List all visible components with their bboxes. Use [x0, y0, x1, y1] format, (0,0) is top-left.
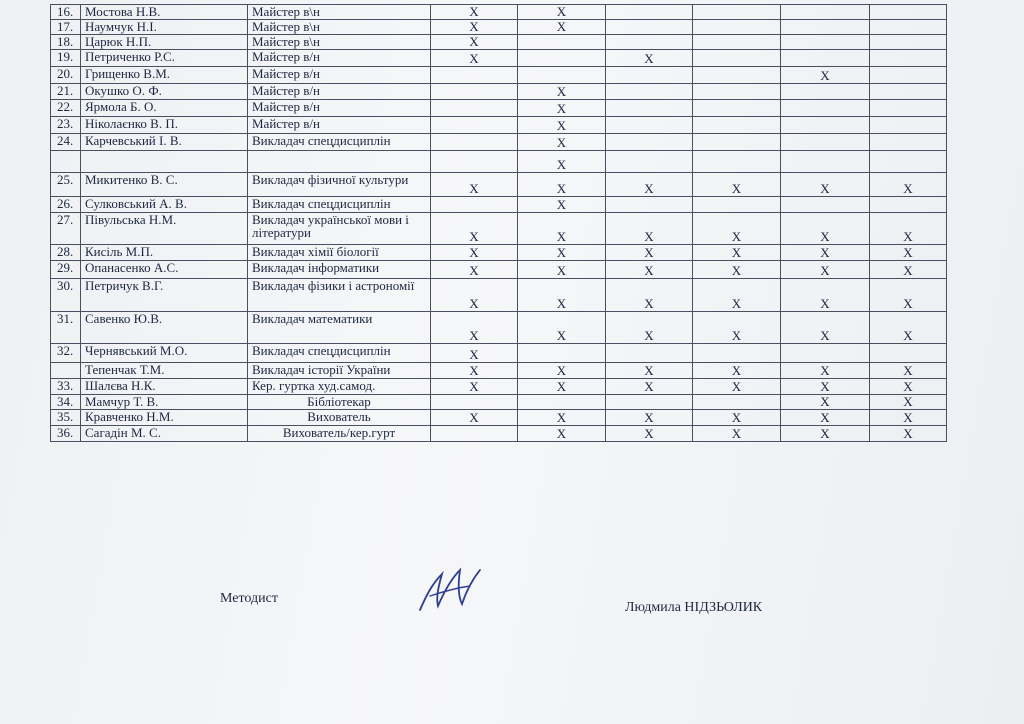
participation-mark — [431, 84, 518, 100]
participation-mark: X — [431, 312, 518, 344]
staff-name — [81, 151, 248, 173]
staff-position: Майстер в/н — [248, 117, 431, 134]
staff-table — [50, 4, 947, 442]
participation-mark — [606, 395, 693, 410]
footer-title: Методист — [220, 591, 278, 606]
row-number: 31. — [51, 312, 81, 344]
participation-mark: X — [518, 426, 606, 442]
staff-name: Карчевський І. В. — [81, 134, 248, 151]
participation-mark — [870, 20, 947, 35]
participation-mark — [606, 134, 693, 151]
participation-mark: X — [693, 279, 781, 312]
participation-mark — [518, 67, 606, 84]
participation-mark — [781, 151, 870, 173]
row-number: 18. — [51, 35, 81, 50]
staff-position: Кер. гуртка худ.самод. — [248, 379, 431, 395]
row-number: 23. — [51, 117, 81, 134]
participation-mark — [693, 67, 781, 84]
staff-position: Майстер в\н — [248, 35, 431, 50]
participation-mark — [870, 35, 947, 50]
staff-position: Майстер в\н — [248, 5, 431, 20]
participation-mark — [431, 67, 518, 84]
staff-position — [248, 151, 431, 173]
participation-mark: X — [431, 213, 518, 245]
row-number: 29. — [51, 261, 81, 279]
participation-mark — [693, 134, 781, 151]
participation-mark: X — [693, 312, 781, 344]
participation-mark: X — [870, 213, 947, 245]
participation-mark — [431, 426, 518, 442]
staff-name: Царюк Н.П. — [81, 35, 248, 50]
table-row — [51, 151, 947, 173]
staff-position: Викладач хімії біології — [248, 245, 431, 261]
participation-mark: X — [606, 261, 693, 279]
table-row — [51, 84, 947, 100]
participation-mark: X — [518, 245, 606, 261]
participation-mark — [606, 151, 693, 173]
row-number: 26. — [51, 197, 81, 213]
participation-mark: X — [431, 344, 518, 363]
participation-mark: X — [431, 35, 518, 50]
participation-mark: X — [518, 134, 606, 151]
table-row — [51, 50, 947, 67]
participation-mark: X — [431, 261, 518, 279]
participation-mark: X — [606, 410, 693, 426]
staff-position: Викладач української мови і літератури — [248, 213, 431, 245]
participation-mark — [781, 5, 870, 20]
table-row — [51, 20, 947, 35]
participation-mark — [870, 5, 947, 20]
participation-mark — [870, 84, 947, 100]
participation-mark: X — [606, 50, 693, 67]
participation-mark: X — [518, 173, 606, 197]
participation-mark — [606, 35, 693, 50]
participation-mark — [870, 117, 947, 134]
row-number — [51, 363, 81, 379]
participation-mark — [606, 100, 693, 117]
staff-position: Вихователь — [248, 410, 431, 426]
participation-mark — [693, 5, 781, 20]
participation-mark: X — [606, 245, 693, 261]
table-row — [51, 279, 947, 312]
table-row — [51, 5, 947, 20]
participation-mark — [606, 84, 693, 100]
table-row — [51, 426, 947, 442]
participation-mark: X — [518, 151, 606, 173]
staff-position: Викладач інформатики — [248, 261, 431, 279]
table-row — [51, 395, 947, 410]
staff-position: Майстер в/н — [248, 100, 431, 117]
staff-name: Наумчук Н.І. — [81, 20, 248, 35]
participation-mark — [870, 100, 947, 117]
participation-mark — [781, 20, 870, 35]
participation-mark — [781, 50, 870, 67]
participation-mark: X — [518, 84, 606, 100]
participation-mark: X — [431, 173, 518, 197]
participation-mark: X — [518, 261, 606, 279]
participation-mark: X — [693, 261, 781, 279]
staff-name: Чернявський М.О. — [81, 344, 248, 363]
participation-mark: X — [606, 213, 693, 245]
table-row — [51, 35, 947, 50]
participation-mark — [781, 197, 870, 213]
row-number: 22. — [51, 100, 81, 117]
staff-position: Вихователь/кер.гурт — [248, 426, 431, 442]
participation-mark — [606, 117, 693, 134]
participation-mark — [781, 100, 870, 117]
participation-mark: X — [606, 426, 693, 442]
participation-mark: X — [870, 245, 947, 261]
staff-position: Майстер в/н — [248, 67, 431, 84]
participation-mark: X — [693, 173, 781, 197]
table-row — [51, 117, 947, 134]
footer-signatory-name: Людмила НІДЗЬОЛИК — [625, 600, 763, 615]
participation-mark: X — [781, 395, 870, 410]
participation-mark — [606, 20, 693, 35]
participation-mark: X — [693, 213, 781, 245]
participation-mark: X — [781, 173, 870, 197]
row-number: 35. — [51, 410, 81, 426]
row-number: 36. — [51, 426, 81, 442]
participation-mark — [431, 117, 518, 134]
participation-mark — [693, 117, 781, 134]
participation-mark: X — [781, 312, 870, 344]
participation-mark: X — [518, 312, 606, 344]
participation-mark — [518, 35, 606, 50]
staff-name: Півульська Н.М. — [81, 213, 248, 245]
participation-mark: X — [431, 20, 518, 35]
participation-mark — [693, 50, 781, 67]
staff-position: Викладач фізики і астрономії — [248, 279, 431, 312]
participation-mark: X — [606, 279, 693, 312]
staff-name: Ярмола Б. О. — [81, 100, 248, 117]
staff-name: Шалєва Н.К. — [81, 379, 248, 395]
participation-mark — [693, 100, 781, 117]
row-number: 32. — [51, 344, 81, 363]
participation-mark: X — [870, 363, 947, 379]
participation-mark: X — [431, 363, 518, 379]
participation-mark: X — [693, 410, 781, 426]
participation-mark — [870, 50, 947, 67]
participation-mark: X — [693, 426, 781, 442]
participation-mark — [870, 151, 947, 173]
participation-mark — [431, 395, 518, 410]
row-number: 34. — [51, 395, 81, 410]
table-row — [51, 245, 947, 261]
participation-mark — [781, 344, 870, 363]
participation-mark — [781, 35, 870, 50]
participation-mark — [606, 197, 693, 213]
participation-mark — [431, 151, 518, 173]
table-row — [51, 173, 947, 197]
staff-name: Мамчур Т. В. — [81, 395, 248, 410]
participation-mark: X — [518, 363, 606, 379]
participation-mark — [870, 344, 947, 363]
staff-table-body — [51, 5, 947, 442]
participation-mark: X — [431, 279, 518, 312]
participation-mark — [870, 197, 947, 213]
participation-mark: X — [870, 410, 947, 426]
participation-mark — [518, 50, 606, 67]
row-number: 24. — [51, 134, 81, 151]
staff-name: Грищенко В.М. — [81, 67, 248, 84]
participation-mark: X — [693, 363, 781, 379]
staff-position: Викладач історії України — [248, 363, 431, 379]
participation-mark: X — [693, 379, 781, 395]
staff-name: Окушко О. Ф. — [81, 84, 248, 100]
participation-mark — [870, 67, 947, 84]
participation-mark: X — [518, 117, 606, 134]
participation-mark: X — [518, 197, 606, 213]
staff-position: Майстер в\н — [248, 20, 431, 35]
participation-mark — [431, 100, 518, 117]
participation-mark: X — [606, 363, 693, 379]
participation-mark — [781, 117, 870, 134]
participation-mark: X — [781, 363, 870, 379]
participation-mark — [693, 20, 781, 35]
participation-mark — [606, 344, 693, 363]
table-row — [51, 363, 947, 379]
participation-mark — [870, 134, 947, 151]
table-row — [51, 134, 947, 151]
table-row — [51, 67, 947, 84]
participation-mark: X — [693, 245, 781, 261]
table-row — [51, 312, 947, 344]
participation-mark: X — [431, 379, 518, 395]
row-number: 27. — [51, 213, 81, 245]
staff-name: Кравченко Н.М. — [81, 410, 248, 426]
participation-mark — [606, 5, 693, 20]
participation-mark — [781, 84, 870, 100]
staff-name: Петричук В.Г. — [81, 279, 248, 312]
row-number — [51, 151, 81, 173]
table-row — [51, 213, 947, 245]
participation-mark: X — [606, 312, 693, 344]
row-number: 33. — [51, 379, 81, 395]
participation-mark: X — [781, 261, 870, 279]
row-number: 17. — [51, 20, 81, 35]
participation-mark — [693, 84, 781, 100]
participation-mark: X — [781, 426, 870, 442]
participation-mark: X — [781, 213, 870, 245]
participation-mark: X — [431, 5, 518, 20]
staff-position: Викладач спецдисциплін — [248, 197, 431, 213]
staff-position: Бібліотекар — [248, 395, 431, 410]
table-row — [51, 379, 947, 395]
row-number: 20. — [51, 67, 81, 84]
participation-mark: X — [518, 213, 606, 245]
participation-mark: X — [870, 379, 947, 395]
participation-mark: X — [781, 279, 870, 312]
staff-position: Майстер в/н — [248, 50, 431, 67]
participation-mark: X — [870, 261, 947, 279]
table-row — [51, 100, 947, 117]
participation-mark — [781, 134, 870, 151]
participation-mark: X — [518, 5, 606, 20]
staff-position: Викладач спецдисциплін — [248, 134, 431, 151]
table-row — [51, 261, 947, 279]
table-row — [51, 410, 947, 426]
participation-mark — [693, 197, 781, 213]
staff-name: Ніколаєнко В. П. — [81, 117, 248, 134]
participation-mark: X — [518, 379, 606, 395]
row-number: 19. — [51, 50, 81, 67]
participation-mark: X — [781, 67, 870, 84]
staff-name: Савенко Ю.В. — [81, 312, 248, 344]
participation-mark — [693, 151, 781, 173]
participation-mark: X — [781, 379, 870, 395]
participation-mark — [693, 344, 781, 363]
participation-mark: X — [606, 173, 693, 197]
participation-mark: X — [518, 100, 606, 117]
staff-name: Сулковський А. В. — [81, 197, 248, 213]
participation-mark: X — [431, 50, 518, 67]
participation-mark: X — [781, 245, 870, 261]
participation-mark — [518, 344, 606, 363]
row-number: 21. — [51, 84, 81, 100]
participation-mark: X — [870, 395, 947, 410]
row-number: 30. — [51, 279, 81, 312]
staff-name: Опанасенко А.С. — [81, 261, 248, 279]
participation-mark: X — [870, 173, 947, 197]
participation-mark — [431, 197, 518, 213]
staff-name: Петриченко Р.С. — [81, 50, 248, 67]
participation-mark: X — [870, 312, 947, 344]
participation-mark: X — [518, 410, 606, 426]
staff-position: Викладач математики — [248, 312, 431, 344]
participation-mark — [431, 134, 518, 151]
participation-mark: X — [518, 20, 606, 35]
participation-mark: X — [870, 426, 947, 442]
staff-name: Тепенчак Т.М. — [81, 363, 248, 379]
participation-mark — [693, 395, 781, 410]
staff-name: Мостова Н.В. — [81, 5, 248, 20]
participation-mark: X — [431, 245, 518, 261]
participation-mark: X — [518, 279, 606, 312]
participation-mark — [606, 67, 693, 84]
table-row — [51, 344, 947, 363]
participation-mark — [518, 395, 606, 410]
participation-mark — [693, 35, 781, 50]
table-row — [51, 197, 947, 213]
row-number: 16. — [51, 5, 81, 20]
row-number: 25. — [51, 173, 81, 197]
staff-position: Викладач фізичної культури — [248, 173, 431, 197]
staff-name: Микитенко В. С. — [81, 173, 248, 197]
staff-name: Сагадін М. С. — [81, 426, 248, 442]
staff-position: Майстер в/н — [248, 84, 431, 100]
signature-mark — [412, 566, 492, 618]
participation-mark: X — [781, 410, 870, 426]
participation-mark: X — [606, 379, 693, 395]
participation-mark: X — [431, 410, 518, 426]
row-number: 28. — [51, 245, 81, 261]
participation-mark: X — [870, 279, 947, 312]
staff-name: Кисіль М.П. — [81, 245, 248, 261]
staff-position: Викладач спецдисциплін — [248, 344, 431, 363]
